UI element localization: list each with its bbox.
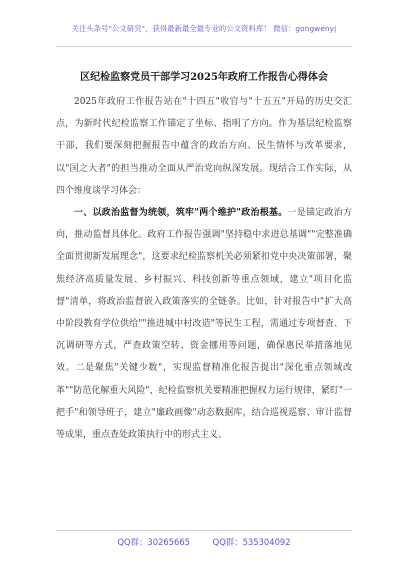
intro-paragraph: 2025年政府工作报告站在"十四五"收官与"十五五"开局的历史交汇点，为新时代纪检监察工作锚定了坐标、指明了方向。作为基层纪检监察干部，我们要深刻把握报告中蕴含的政治方向、民生情怀与改革要求，以"国之大者"的担当推动全面从严治党向纵深发展。现结合工作实际，从四个维度谈学习体会： bbox=[56, 97, 352, 196]
header-banner: 关注头条号"公文研究"，获得最新最全最专业的公文资料库！ 微信：gongwenyj bbox=[71, 24, 337, 33]
section-1-body: 一是锚定政治方向，推动监督具体化。政府工作报告强调"坚持稳中求进总基调""完整准确全面贯彻新发展理念"，这要求纪检监察机关必须紧扣党中央决策部署，聚焦经济高质量发展、乡村振兴、科技创新等重点领域，建立"项目化监督"清单，将政治监督嵌入政策落实的全链条。比如，针对报告中"扩大高中阶段教育学位供给""推进城中村改造"等民生工程，需通过专项督查、下沉调研等方式，严查政策空转、资金挪用等问题，确保惠民举措落地见效。二是聚焦"关键少数"，实现监督精准化报告提出"深化重点领域改革""防范化解重大风险"，纪检监察机关要精准把握权力运行规律，紧盯"一把手"和领导班子，建立"廉政画像"动态数据库，结合巡视巡察、审计监督等成果，重点查处政策执行中的形式主义、 bbox=[56, 208, 352, 441]
footer bbox=[0, 536, 408, 548]
footer-qq-group-2: QQ群：535304092 bbox=[212, 537, 291, 547]
section-1-paragraph bbox=[56, 202, 352, 446]
header-divider bbox=[56, 46, 352, 47]
document-body bbox=[56, 91, 352, 446]
footer-divider bbox=[56, 530, 352, 531]
section-1-heading: 一、以政治监督为统领，筑牢"两个维护"政治根基。 bbox=[74, 208, 288, 219]
footer-qq-group-1: QQ群：30265665 bbox=[117, 537, 190, 547]
document-title: 区纪检监察党员干部学习2025年政府工作报告心得体会 bbox=[80, 72, 328, 83]
